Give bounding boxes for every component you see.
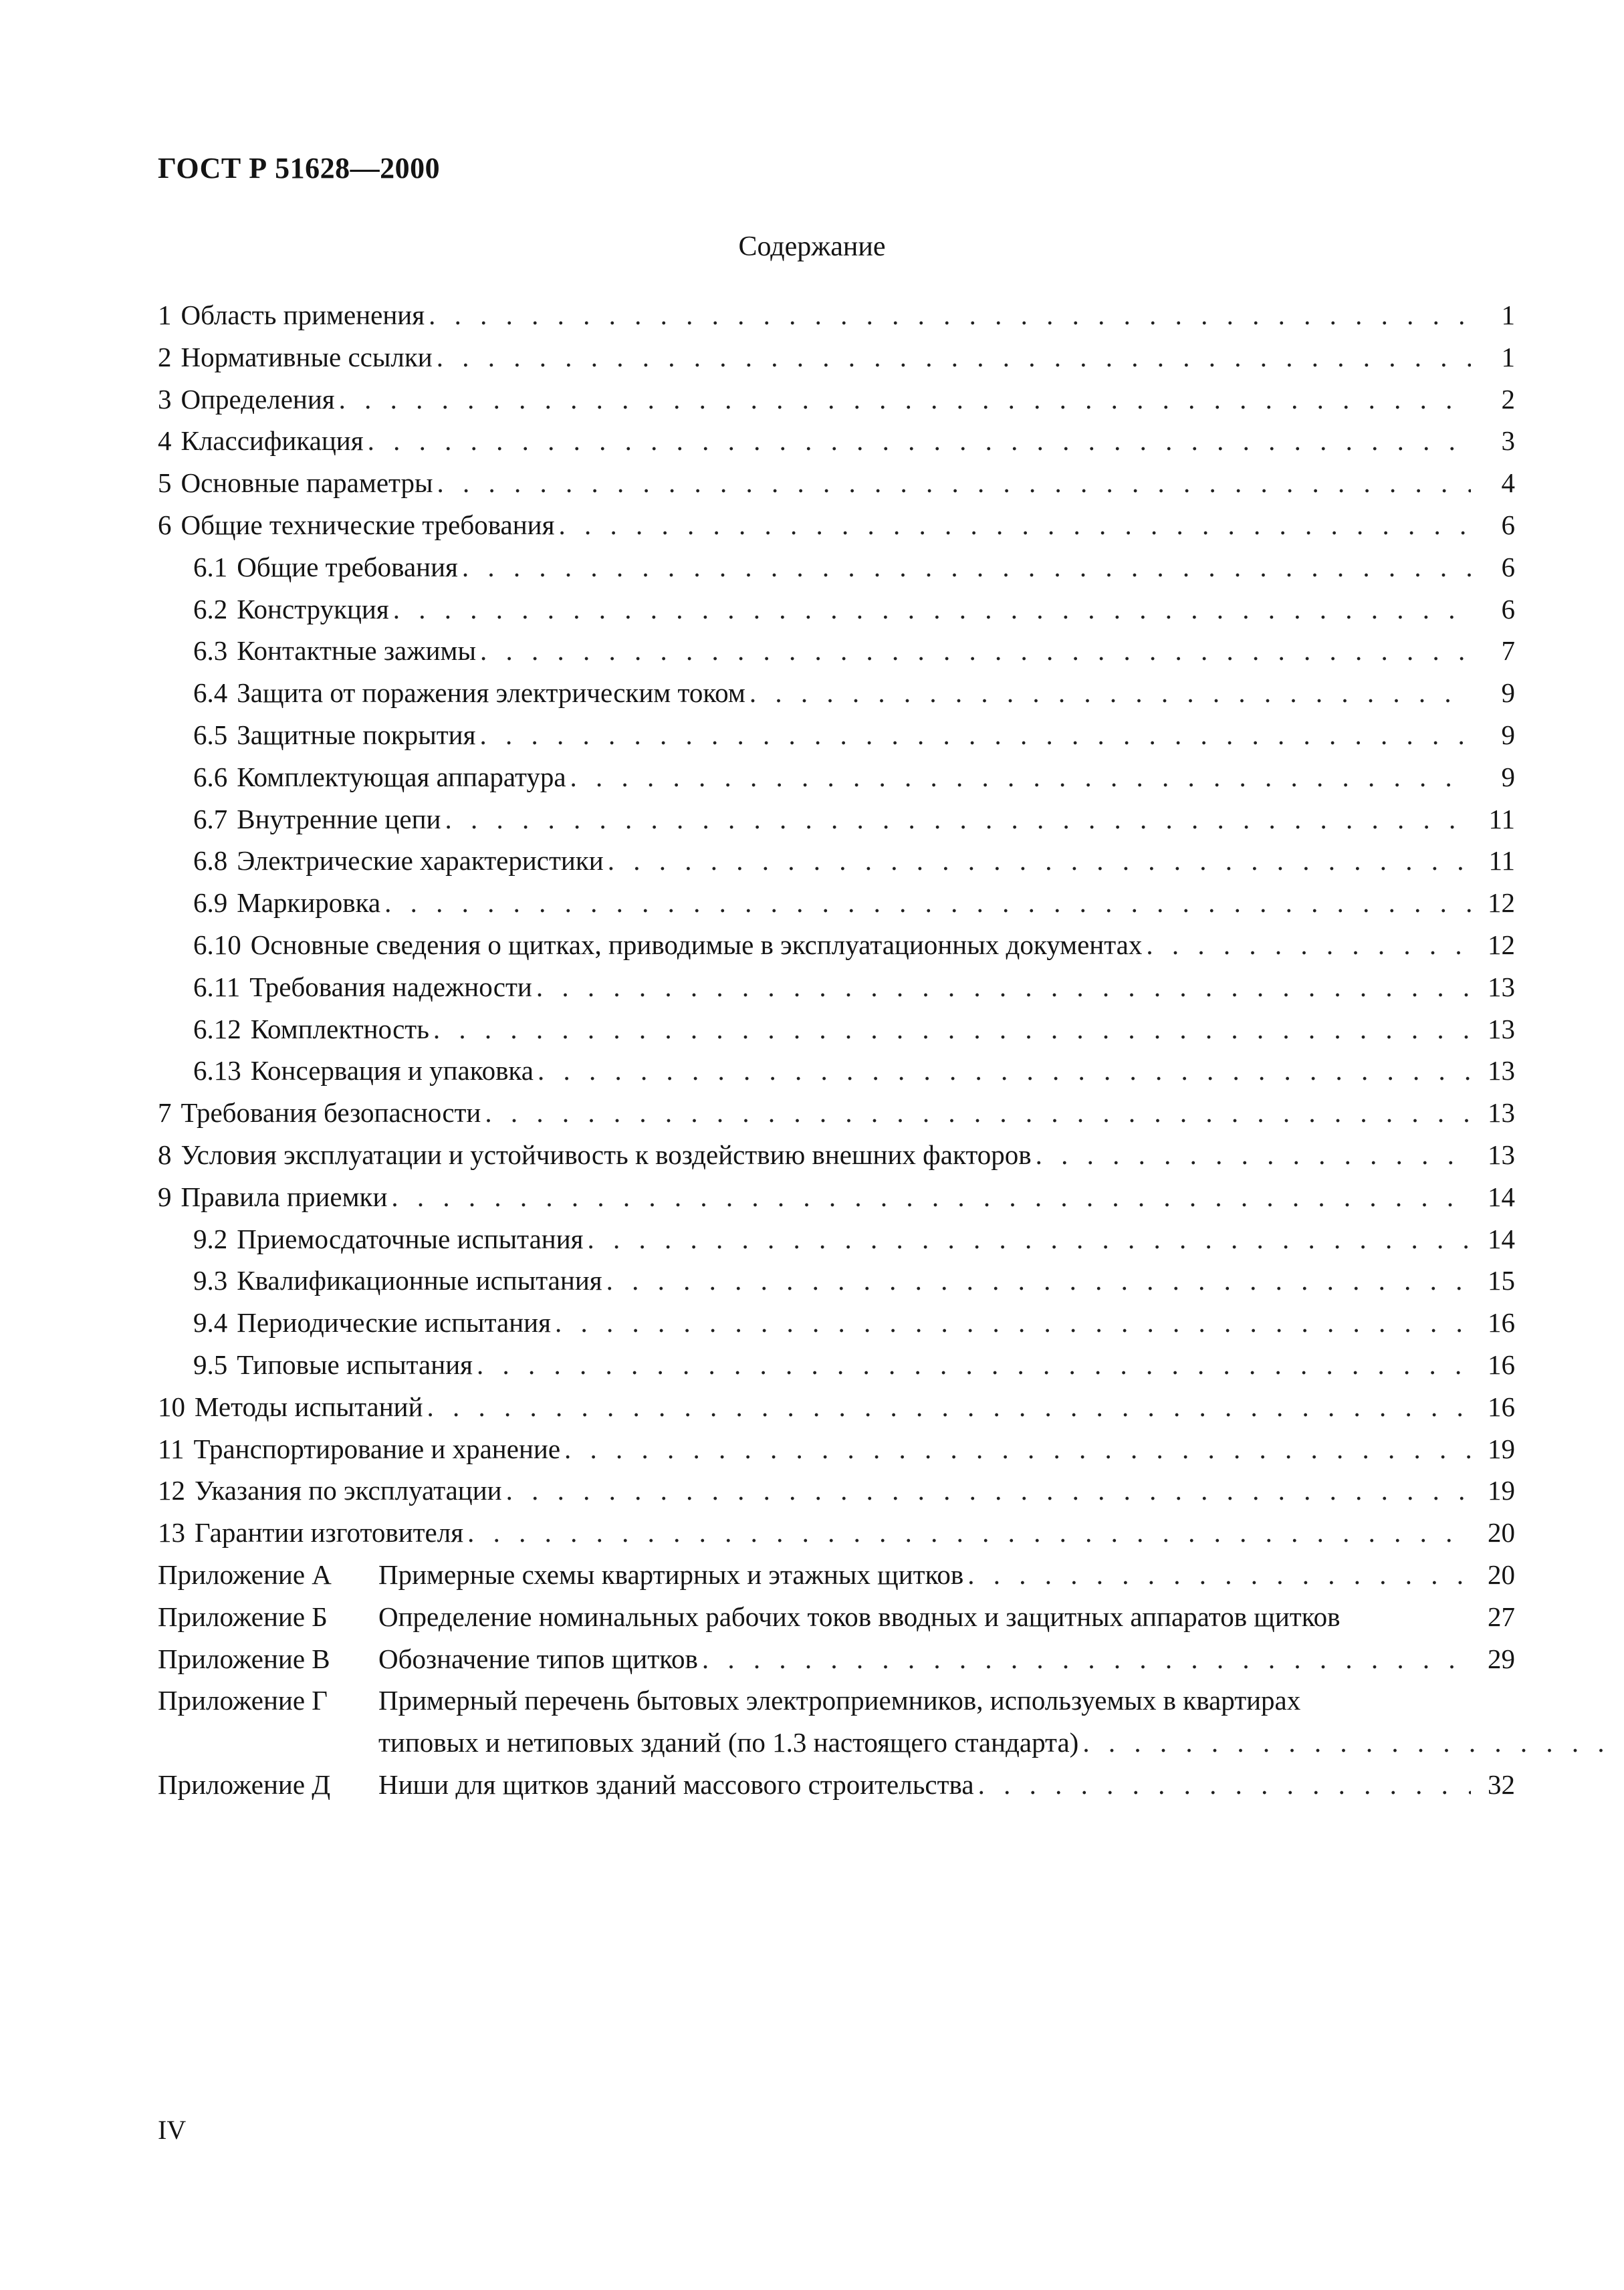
- toc-entry-title: Защита от поражения электрическим током: [237, 677, 745, 709]
- toc-entry-page: 9: [1501, 761, 1515, 792]
- toc-entry-number: 9.2: [193, 1223, 228, 1254]
- appendix-label: Приложение А: [158, 1559, 332, 1590]
- toc-entry-title: Маркировка: [237, 887, 381, 919]
- toc-entry-6-2[interactable]: [158, 588, 1515, 631]
- dot-leader: [1082, 1722, 1624, 1764]
- toc-entry-page: 6: [1501, 509, 1515, 540]
- toc-entry-title: Транспортирование и хранение: [193, 1433, 561, 1464]
- toc-entry-page: 9: [1501, 677, 1515, 709]
- toc-entry-title: Область применения: [181, 300, 425, 330]
- toc-entry-title: Внутренние цепи: [237, 803, 441, 834]
- toc-entry-title: Методы испытаний: [195, 1391, 423, 1422]
- toc-entry-number: 6.4: [193, 677, 228, 709]
- toc-entry-5[interactable]: [158, 462, 1515, 504]
- toc-entry-page: 13: [1488, 1097, 1515, 1129]
- dot-leader: [558, 504, 1471, 546]
- toc-entry-title: Консервация и упаковка: [250, 1055, 534, 1086]
- table-of-contents: [158, 294, 1515, 1806]
- toc-entry-2[interactable]: [158, 336, 1515, 378]
- toc-entry-number: 6.8: [193, 845, 228, 877]
- dot-leader: [391, 1176, 1471, 1218]
- toc-entry-8[interactable]: [158, 1134, 1515, 1176]
- toc-entry-number: 9.4: [193, 1307, 228, 1339]
- toc-entry-page: 19: [1488, 1475, 1515, 1506]
- toc-entry-number: 6.1: [193, 551, 228, 582]
- dot-leader: [608, 840, 1471, 882]
- toc-entry-title: Классификация: [181, 425, 364, 457]
- toc-entry-title: Требования надежности: [249, 971, 532, 1002]
- toc-entry-number: 6.12: [193, 1013, 241, 1044]
- appendix-title: Ниши для щитков зданий массового строительства: [378, 1768, 974, 1800]
- toc-entry-6-4[interactable]: [158, 672, 1515, 714]
- dot-leader: [485, 1092, 1471, 1134]
- toc-entry-page: 15: [1488, 1265, 1515, 1296]
- toc-entry-page: 1: [1501, 341, 1515, 372]
- toc-title: Содержание: [738, 231, 886, 262]
- toc-appendix-v[interactable]: [158, 1638, 1515, 1680]
- toc-entry-page: 16: [1488, 1391, 1515, 1422]
- toc-entry-9-3[interactable]: [158, 1260, 1515, 1302]
- dot-leader: [429, 294, 1471, 336]
- dot-leader: [1146, 924, 1471, 966]
- dot-leader: [978, 1764, 1471, 1806]
- toc-entry-number: 6.6: [193, 761, 228, 792]
- toc-entry-page: 6: [1501, 551, 1515, 582]
- toc-entry-page: 20: [1488, 1517, 1515, 1549]
- dot-leader: [384, 882, 1471, 924]
- toc-entry-1[interactable]: [158, 294, 1515, 336]
- toc-entry-number: 6.5: [193, 719, 228, 750]
- toc-entry-10[interactable]: [158, 1386, 1515, 1428]
- dot-leader: [393, 588, 1471, 631]
- toc-appendix-g[interactable]: [158, 1680, 1515, 1764]
- toc-entry-page: 14: [1488, 1223, 1515, 1254]
- toc-entry-page: 12: [1488, 887, 1515, 919]
- appendix-title-line-2: типовых и нетиповых зданий (по 1.3 настоящего стандарта): [378, 1727, 1079, 1758]
- toc-entry-number: 3: [158, 383, 172, 415]
- toc-entry-page: 13: [1488, 1013, 1515, 1044]
- dot-leader: [749, 672, 1471, 714]
- dot-leader: [437, 462, 1472, 504]
- toc-entry-page: 9: [1501, 719, 1515, 750]
- dot-leader: [427, 1386, 1471, 1428]
- appendix-label: Приложение Б: [158, 1601, 328, 1632]
- toc-entry-number: 8: [158, 1139, 172, 1170]
- toc-entry-6-13[interactable]: [158, 1050, 1515, 1092]
- toc-entry-number: 6.13: [193, 1055, 241, 1086]
- toc-entry-number: 13: [158, 1517, 185, 1549]
- dot-leader: [702, 1638, 1471, 1680]
- toc-entry-title: Условия эксплуатации и устойчивость к воздействию внешних факторов: [181, 1139, 1032, 1170]
- toc-entry-page: 7: [1501, 635, 1515, 667]
- toc-entry-title: Электрические характеристики: [237, 845, 604, 877]
- toc-entry-number: 4: [158, 425, 172, 457]
- dot-leader: [570, 756, 1471, 798]
- appendix-page: 32: [1488, 1768, 1515, 1800]
- toc-entry-number: 12: [158, 1475, 185, 1506]
- toc-entry-page: 12: [1488, 929, 1515, 960]
- toc-entry-page: 6: [1501, 593, 1515, 624]
- toc-entry-title: Квалификационные испытания: [237, 1265, 602, 1296]
- dot-leader: [445, 798, 1471, 840]
- dot-leader: [368, 420, 1471, 462]
- toc-entry-page: 3: [1501, 425, 1515, 457]
- appendix-title-line-1: Примерный перечень бытовых электроприемников, используемых в квартирах: [378, 1685, 1301, 1716]
- toc-entry-page: 13: [1488, 1055, 1515, 1086]
- toc-entry-title: Основные параметры: [181, 467, 433, 499]
- dot-leader: [462, 546, 1471, 588]
- toc-entry-number: 6.7: [193, 803, 228, 834]
- toc-entry-number: 6.10: [193, 929, 241, 960]
- toc-entry-page: 19: [1488, 1433, 1515, 1464]
- toc-entry-title: Определения: [181, 383, 335, 415]
- toc-appendix-b[interactable]: [158, 1596, 1515, 1638]
- toc-entry-7[interactable]: [158, 1092, 1515, 1134]
- appendix-label: Приложение Г: [158, 1685, 328, 1716]
- toc-entry-page: 13: [1488, 1139, 1515, 1170]
- toc-entry-number: 6.9: [193, 887, 228, 919]
- appendix-title: Примерные схемы квартирных и этажных щитков: [378, 1559, 964, 1590]
- dot-leader: [339, 378, 1471, 421]
- dot-leader: [967, 1554, 1471, 1596]
- dot-leader: [555, 1302, 1471, 1344]
- toc-entry-page: 1: [1501, 300, 1515, 330]
- toc-entry-9[interactable]: [158, 1176, 1515, 1218]
- appendix-page: 20: [1488, 1559, 1515, 1590]
- toc-appendix-a[interactable]: [158, 1554, 1515, 1596]
- toc-entry-title: Гарантии изготовителя: [195, 1517, 464, 1549]
- appendix-title: Обозначение типов щитков: [378, 1643, 698, 1674]
- toc-entry-12[interactable]: [158, 1470, 1515, 1512]
- dot-leader: [477, 1344, 1471, 1386]
- appendix-label: Приложение В: [158, 1643, 330, 1674]
- toc-entry-title: Основные сведения о щитках, приводимые в эксплуатационных документах: [250, 929, 1143, 960]
- toc-entry-4[interactable]: [158, 420, 1515, 462]
- appendix-page: 27: [1488, 1601, 1515, 1632]
- toc-entry-title: Комплектность: [250, 1013, 429, 1044]
- toc-entry-3[interactable]: [158, 378, 1515, 421]
- appendix-page: 29: [1488, 1643, 1515, 1674]
- dot-leader: [606, 1260, 1471, 1302]
- toc-entry-11[interactable]: [158, 1428, 1515, 1470]
- toc-entry-number: 2: [158, 341, 172, 372]
- toc-entry-number: 5: [158, 467, 172, 499]
- dot-leader: [588, 1218, 1471, 1260]
- toc-entry-title: Конструкция: [237, 593, 389, 624]
- toc-entry-6-11[interactable]: [158, 966, 1515, 1008]
- toc-entry-page: 13: [1488, 971, 1515, 1002]
- toc-entry-6-1[interactable]: [158, 546, 1515, 588]
- toc-entry-number: 11: [158, 1433, 185, 1464]
- dot-leader: [433, 1008, 1471, 1050]
- toc-entry-9-2[interactable]: [158, 1218, 1515, 1260]
- toc-entry-title: Нормативные ссылки: [181, 341, 433, 372]
- toc-entry-6-7[interactable]: [158, 798, 1515, 840]
- toc-entry-title: Общие технические требования: [181, 509, 555, 540]
- toc-entry-6-10[interactable]: [158, 924, 1515, 966]
- toc-entry-title: Приемосдаточные испытания: [237, 1223, 584, 1254]
- toc-entry-number: 10: [158, 1391, 185, 1422]
- toc-entry-6-9[interactable]: [158, 882, 1515, 924]
- toc-entry-title: Комплектующая аппаратура: [237, 761, 566, 792]
- toc-entry-page: 2: [1501, 383, 1515, 415]
- toc-entry-page: 11: [1488, 845, 1515, 877]
- toc-entry-page: 14: [1488, 1181, 1515, 1212]
- dot-leader: [536, 966, 1471, 1008]
- toc-entry-6-6[interactable]: [158, 756, 1515, 798]
- toc-entry-number: 6.11: [193, 971, 241, 1002]
- toc-entry-6-12[interactable]: [158, 1008, 1515, 1050]
- dot-leader: [480, 630, 1471, 672]
- toc-entry-title: Общие требования: [237, 551, 458, 582]
- appendix-title: Определение номинальных рабочих токов вводных и защитных аппаратов щитков: [378, 1601, 1341, 1632]
- toc-entry-title: Типовые испытания: [237, 1349, 473, 1380]
- dot-leader: [1036, 1134, 1471, 1176]
- toc-entry-number: 6: [158, 509, 172, 540]
- toc-entry-page: 16: [1488, 1307, 1515, 1339]
- dot-leader: [564, 1428, 1471, 1470]
- toc-entry-number: 9.5: [193, 1349, 228, 1380]
- toc-entry-6[interactable]: [158, 504, 1515, 546]
- page-number: IV: [158, 2115, 187, 2145]
- toc-entry-title: Защитные покрытия: [237, 719, 476, 750]
- appendix-label: Приложение Д: [158, 1768, 331, 1800]
- document-code: ГОСТ Р 51628—2000: [158, 152, 441, 185]
- toc-entry-page: 4: [1501, 467, 1515, 499]
- dot-leader: [506, 1470, 1471, 1512]
- toc-entry-page: 16: [1488, 1349, 1515, 1380]
- dot-leader: [437, 336, 1471, 378]
- toc-entry-13[interactable]: [158, 1512, 1515, 1554]
- toc-entry-title: Периодические испытания: [237, 1307, 551, 1339]
- dot-leader: [538, 1050, 1471, 1092]
- toc-entry-number: 6.3: [193, 635, 228, 667]
- toc-entry-number: 7: [158, 1097, 172, 1129]
- toc-entry-number: 9.3: [193, 1265, 228, 1296]
- toc-entry-9-4[interactable]: [158, 1302, 1515, 1344]
- toc-entry-title: Указания по эксплуатации: [195, 1475, 502, 1506]
- dot-leader: [467, 1512, 1471, 1554]
- toc-entry-page: 11: [1488, 803, 1515, 834]
- toc-appendix-d[interactable]: [158, 1764, 1515, 1806]
- toc-entry-number: 1: [158, 300, 172, 330]
- toc-entry-title: Требования безопасности: [181, 1097, 481, 1129]
- toc-entry-number: 9: [158, 1181, 172, 1212]
- toc-entry-6-8[interactable]: [158, 840, 1515, 882]
- toc-entry-number: 6.2: [193, 593, 228, 624]
- toc-entry-title: Контактные зажимы: [237, 635, 476, 667]
- toc-entry-6-3[interactable]: [158, 630, 1515, 672]
- toc-entry-title: Правила приемки: [181, 1181, 388, 1212]
- toc-entry-6-5[interactable]: [158, 714, 1515, 756]
- dot-leader: [479, 714, 1471, 756]
- toc-entry-9-5[interactable]: [158, 1344, 1515, 1386]
